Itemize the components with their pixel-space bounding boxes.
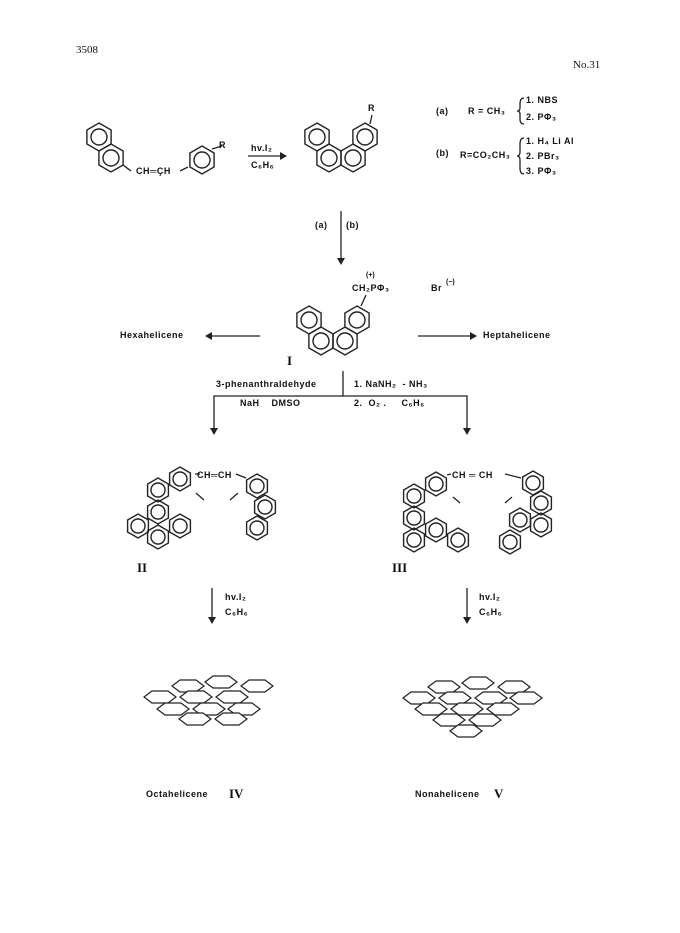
route-a-label: (a) [315,220,328,230]
ylide-step-1: 1. NaNH₂ - NH₃ [354,379,428,389]
condition-b-step: 1. H₄ Li Al [526,136,574,146]
page-number: 3508 [76,44,98,56]
arrowhead [337,258,345,265]
bond-line [180,167,188,171]
vinyl-label: CH ═ CH [452,470,493,480]
compound-I-label: I [287,353,293,368]
condition-a-step: 2. PΦ₃ [526,112,557,122]
arrowhead [463,428,471,435]
compound-III-label: III [392,560,408,575]
r-substituent-product: R [368,103,375,113]
heptahelicene-label: Heptahelicene [483,330,551,340]
reagent-hv-label: hv.I₂ [251,143,273,153]
phosphonium-charge: (+) [366,272,375,279]
arrowhead [470,332,477,340]
bond-line [236,474,246,478]
closure-arrow [505,497,512,503]
condition-b-step: 3. PΦ₃ [526,166,557,176]
base-solvent: NaH DMSO [240,398,301,408]
condition-a-label: (a) [436,106,449,116]
compound-II-label: II [137,560,148,575]
benzene-ring [190,146,214,174]
nonahelicene-name: Nonahelicene [415,789,480,799]
bond-line [447,474,451,475]
phenanthrene-product [305,123,377,172]
arrowhead [208,617,216,624]
photo-solvent: C₆H₆ [225,607,249,617]
naphthalene-ring [87,123,123,172]
arrowhead [210,428,218,435]
bond-line [361,295,366,306]
reagent-solvent-label: C₆H₆ [251,160,275,170]
vinyl-label: CH═CH [197,470,232,480]
photo-reagent: hv.I₂ [225,592,247,602]
phosphonium-substituent: CH₂PΦ₃ [352,283,390,293]
arrowhead [280,152,287,160]
bracket-b [517,138,524,174]
closure-arrow [453,497,460,503]
photo-solvent: C₆H₆ [479,607,503,617]
condition-b-step: 2. PBr₃ [526,151,560,161]
photo-reagent: hv.I₂ [479,592,501,602]
r-substituent-start: R [219,140,226,150]
arrowhead [205,332,212,340]
closure-arrow [196,493,204,500]
bond-line [370,115,372,124]
condition-a-formula: R = CH₃ [468,106,506,116]
octahelicene-name: Octahelicene [146,789,209,799]
octahelicene-perspective [144,676,273,725]
nonahelicene-label: V [494,786,504,801]
aldehyde-reagent: 3-phenanthraldehyde [216,379,317,389]
compound-I-structure [297,306,369,355]
bond-line [123,165,131,171]
closure-arrow [230,493,238,500]
counterion-charge: (−) [446,279,455,286]
vinyl-label: CH═ÇH [136,166,171,176]
bracket-a [517,98,524,124]
condition-b-formula: R=CO₂CH₃ [460,150,511,160]
compound-III-structure [404,471,552,554]
octahelicene-label: IV [229,786,244,801]
arrowhead [463,617,471,624]
nonahelicene-perspective [403,677,542,737]
condition-b-label: (b) [436,148,449,158]
hexahelicene-label: Hexahelicene [120,330,184,340]
ylide-step-2: 2. O₂ . C₆H₆ [354,398,425,408]
condition-a-step: 1. NBS [526,95,559,105]
counterion: Br [431,283,443,293]
route-b-label: (b) [346,220,359,230]
issue-number: No.31 [573,59,601,71]
bond-line [505,474,521,478]
